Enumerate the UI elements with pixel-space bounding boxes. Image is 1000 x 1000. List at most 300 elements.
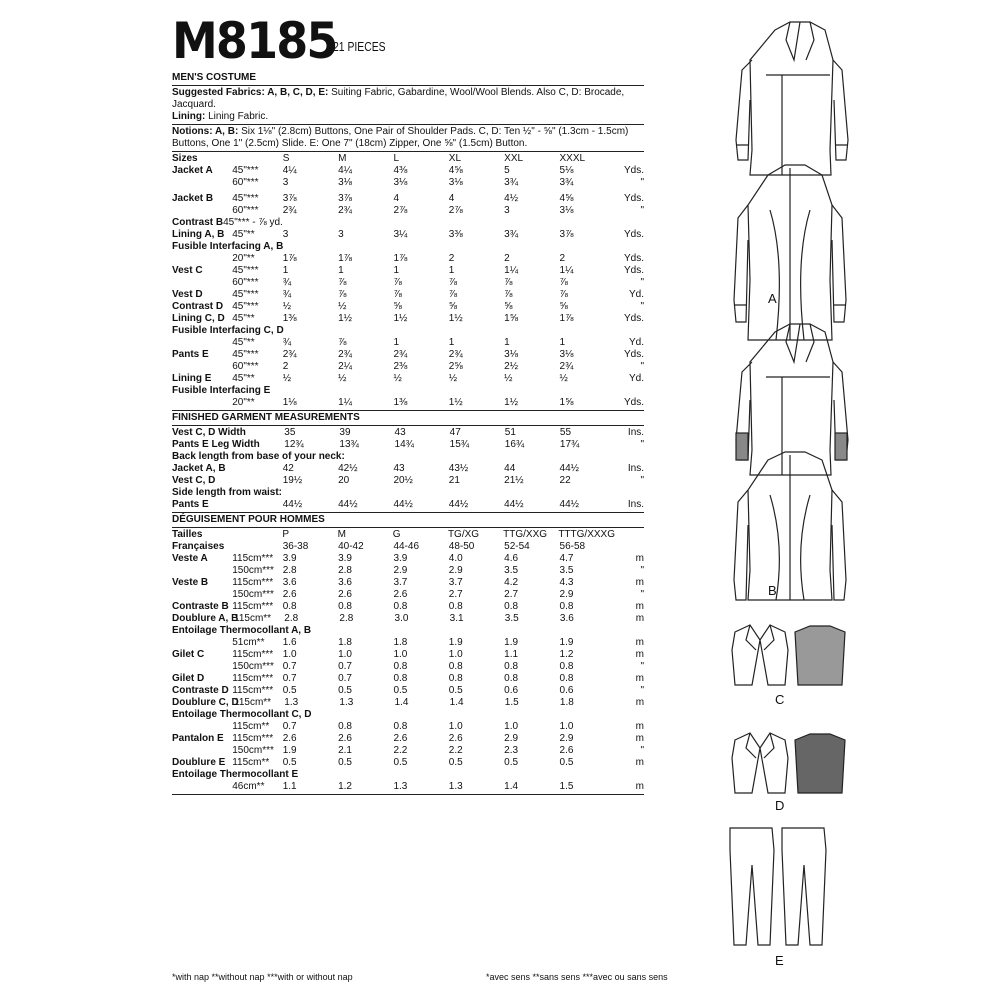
table-cell: 115cm*** [232, 733, 274, 744]
table-cell: 36-38 [282, 541, 309, 552]
table-cell: XXXL [559, 153, 586, 164]
unit-cell: m [635, 601, 645, 612]
table-row [172, 313, 644, 325]
table-cell: 1.0 [282, 649, 297, 660]
table-cell: 3¾ [559, 177, 574, 188]
row-label: Veste A [172, 553, 208, 564]
table-cell: ½ [338, 301, 347, 312]
table-cell: 35 [284, 427, 296, 438]
table-row [172, 781, 644, 793]
table-cell: ¾ [282, 289, 292, 300]
table-cell: ⅞ [338, 337, 347, 348]
table-cell: 150cm*** [232, 745, 274, 756]
view-label-a: A [768, 291, 777, 306]
footnote-french: *avec sens **sans sens ***avec ou sans sens [486, 972, 668, 982]
row-label: Pants E Leg Width [172, 439, 260, 450]
unit-cell: " [640, 745, 645, 756]
table-row [172, 577, 644, 589]
row-label: Contrast B [172, 217, 224, 228]
table-cell: 5⅛ [559, 165, 574, 176]
table-cell: 2.1 [338, 745, 352, 756]
table-row [172, 193, 644, 205]
table-cell: 1.1 [504, 649, 519, 660]
table-row [172, 277, 644, 289]
unit-cell: " [640, 589, 645, 600]
row-label: Vest C, D [172, 475, 216, 486]
table-cell: 51cm** [232, 637, 265, 648]
table-cell: 22 [559, 475, 571, 486]
fabrics-text: Suiting Fabric, Gabardine, Wool/Wool Blends. Also C, D: Brocade, Jacquard. [172, 87, 625, 110]
divider [172, 794, 644, 795]
table-cell: 44 [504, 463, 516, 474]
table-subheading: Side length from waist: [172, 487, 283, 498]
table-cell: TTG/XXG [503, 529, 548, 540]
unit-cell: Yds. [624, 313, 645, 324]
table-cell: 44½ [448, 499, 469, 510]
table-row [172, 165, 644, 177]
table-cell: 43 [394, 427, 406, 438]
table-cell: 3.0 [394, 613, 409, 624]
unit-cell: Yds. [624, 349, 645, 360]
lining-text: Lining Fabric. [205, 111, 269, 122]
table-row [172, 661, 644, 673]
table-cell: 0.7 [282, 673, 297, 684]
row-label: Veste B [172, 577, 209, 588]
table-cell: 3 [282, 229, 289, 240]
table-cell: 1.3 [284, 697, 299, 708]
table-cell: 1⅞ [282, 253, 297, 264]
table-cell: 2.8 [339, 613, 354, 624]
table-row [172, 541, 644, 553]
table-cell: 1.6 [282, 637, 297, 648]
table-cell: 1⅛ [282, 397, 297, 408]
table-row [172, 361, 644, 373]
table-cell: 2¾ [559, 361, 574, 372]
table-cell: 0.5 [393, 685, 408, 696]
garment-illustrations [690, 0, 1000, 1000]
table-cell: 1.5 [504, 697, 519, 708]
table-cell: ⅝ [448, 301, 458, 312]
measurements-title: FINISHED GARMENT MEASUREMENTS [172, 412, 360, 423]
table-cell: 20 [338, 475, 350, 486]
table-cell: 45"*** [232, 301, 259, 312]
unit-cell: " [640, 439, 645, 450]
unit-cell: m [635, 721, 645, 732]
table-subheading: Fusible Interfacing C, D [172, 325, 284, 336]
divider [172, 527, 644, 528]
table-cell: 0.5 [504, 757, 519, 768]
table-cell: 4¼ [282, 165, 297, 176]
table-cell: 4¼ [338, 165, 352, 176]
table-cell: ⅝ [504, 301, 513, 312]
table-cell: M [338, 153, 347, 164]
table-cell: 2¾ [448, 349, 463, 360]
table-row [172, 589, 644, 601]
table-cell: 0.8 [393, 673, 408, 684]
row-label: Doublure A, B [172, 613, 239, 624]
row-label: Gilet C [172, 649, 205, 660]
pattern-number: M8185 [172, 12, 337, 70]
row-label: Pants E [172, 499, 209, 510]
table-cell: 39 [339, 427, 351, 438]
unit-cell: " [640, 301, 645, 312]
unit-cell: m [635, 613, 645, 624]
table-cell: 15¾ [449, 439, 470, 450]
table-row [172, 673, 644, 685]
table-cell: 55 [559, 427, 572, 438]
table-cell: 0.7 [338, 661, 352, 672]
table-cell: 2.6 [338, 589, 352, 600]
table-cell: 2.9 [559, 589, 574, 600]
unit-cell: m [635, 577, 645, 588]
yardage-table [172, 153, 644, 409]
table-cell: 4 [393, 193, 399, 204]
table-cell: 2⅜ [393, 361, 408, 372]
table-row [172, 153, 644, 165]
table-cell: 115cm*** [232, 577, 274, 588]
table-cell: L [393, 153, 399, 164]
notions [172, 126, 644, 150]
table-cell: 4.7 [559, 553, 574, 564]
row-label: Lining C, D [172, 313, 225, 324]
table-cell: 3 [338, 229, 344, 240]
table-cell: ⅞ [338, 289, 347, 300]
table-cell: 45"** [232, 229, 255, 240]
table-cell: 2.6 [448, 733, 463, 744]
table-cell: 0.8 [393, 601, 408, 612]
table-cell: 2 [559, 253, 566, 264]
table-cell: 1⅞ [559, 313, 574, 324]
french-title: DÉGUISEMENT POUR HOMMES [172, 514, 325, 525]
table-cell: 0.8 [448, 601, 463, 612]
table-row [172, 397, 644, 409]
table-cell: 1.9 [448, 637, 463, 648]
table-cell: 47 [449, 427, 461, 438]
table-cell: 1.0 [338, 649, 352, 660]
table-row [172, 745, 644, 757]
table-cell: TTTG/XXXG [558, 529, 615, 540]
unit-cell: Yds. [624, 165, 645, 176]
table-cell: 1.9 [282, 745, 297, 756]
garment-title: MEN'S COSTUME [172, 72, 257, 83]
table-cell: 4⅜ [393, 165, 408, 176]
pants-e-illustration [730, 828, 826, 945]
table-cell: 2.9 [393, 565, 408, 576]
table-cell: 20½ [393, 475, 413, 486]
table-cell: 4.0 [448, 553, 463, 564]
table-cell: 0.8 [504, 661, 519, 672]
coat-back-contrast-illustration [734, 452, 846, 600]
table-cell: 4.3 [559, 577, 574, 588]
table-cell: 3.5 [504, 613, 519, 624]
table-cell: 1⅝ [559, 397, 574, 408]
table-cell: 44½ [504, 499, 524, 510]
table-cell: M [337, 529, 346, 540]
unit-cell: " [640, 661, 645, 672]
table-cell: 60"*** [232, 361, 259, 372]
unit-cell: Ins. [627, 499, 645, 510]
table-cell: 1.1 [282, 781, 297, 792]
unit-cell: Yds. [624, 229, 645, 240]
table-cell: 52-54 [504, 541, 530, 552]
measurements-table [172, 427, 644, 511]
table-cell: ½ [282, 301, 292, 312]
divider [172, 410, 644, 411]
table-cell: G [392, 529, 401, 540]
table-row [172, 289, 644, 301]
unit-cell: m [635, 733, 645, 744]
table-row [172, 475, 644, 487]
view-label-b: B [768, 583, 777, 598]
table-cell: 45"** [232, 313, 255, 324]
table-cell: 4 [448, 193, 455, 204]
unit-cell: " [640, 565, 645, 576]
table-cell: 3.6 [559, 613, 574, 624]
table-cell: 1½ [338, 313, 352, 324]
table-cell: 1.9 [504, 637, 519, 648]
table-cell: 2.6 [393, 589, 408, 600]
table-cell: 1 [504, 337, 510, 348]
table-cell: ½ [282, 373, 292, 384]
table-cell: 45"*** [232, 165, 259, 176]
table-cell: ½ [504, 373, 513, 384]
table-cell: 0.8 [282, 601, 297, 612]
table-cell: ⅞ [393, 289, 402, 300]
table-row [172, 217, 644, 229]
table-row [172, 253, 644, 265]
table-cell: 115cm*** [232, 685, 274, 696]
table-row [172, 757, 644, 769]
table-cell: 60"*** [232, 205, 259, 216]
table-cell: 45"** [232, 373, 255, 384]
table-cell: 3⅞ [282, 193, 297, 204]
table-cell: ½ [448, 373, 458, 384]
table-cell: 14¾ [394, 439, 414, 450]
table-cell: 0.8 [393, 721, 408, 732]
row-label: Pantalon E [172, 733, 224, 744]
unit-cell: Yds. [624, 193, 645, 204]
divider [172, 151, 644, 152]
unit-cell: Ins. [627, 427, 645, 438]
divider [172, 425, 644, 426]
table-cell: XXL [504, 153, 524, 164]
row-label: Contraste B [172, 601, 229, 612]
table-cell: 1½ [393, 313, 408, 324]
table-cell: 3.1 [449, 613, 464, 624]
table-cell: 4⅝ [559, 193, 574, 204]
row-label: Contraste D [172, 685, 229, 696]
table-row [172, 439, 644, 451]
table-cell: 2⅞ [448, 205, 463, 216]
table-cell: 1⅜ [282, 313, 297, 324]
table-cell: 2.9 [504, 733, 519, 744]
table-cell: 60"*** [232, 277, 259, 288]
table-cell: 43½ [448, 463, 469, 474]
divider [172, 85, 644, 86]
table-cell: 150cm*** [232, 565, 274, 576]
table-cell: 43 [393, 463, 405, 474]
row-label: Contrast D [172, 301, 224, 312]
table-cell: 2⅞ [393, 205, 408, 216]
table-cell: 1.0 [504, 721, 519, 732]
table-cell: 42½ [338, 463, 358, 474]
table-cell: 1 [448, 337, 455, 348]
table-cell: 1.4 [504, 781, 519, 792]
table-cell: 2.9 [559, 733, 574, 744]
table-cell: 56-58 [559, 541, 586, 552]
table-cell: 1.4 [394, 697, 409, 708]
unit-cell: m [635, 697, 645, 708]
unit-cell: Yd. [629, 337, 645, 348]
table-cell: 2.7 [448, 589, 463, 600]
table-subheading: Entoilage Thermocollant A, B [172, 625, 312, 636]
table-cell: 115cm** [234, 613, 272, 624]
table-row [172, 601, 644, 613]
table-cell: 1 [448, 265, 455, 276]
table-cell: 1.2 [338, 781, 352, 792]
pieces-count: 21 PIECES [333, 39, 386, 54]
fabrics-label: Suggested Fabrics: A, B, C, D, E: [172, 87, 329, 98]
table-cell: ⅞ [448, 289, 458, 300]
table-cell: 1.3 [339, 697, 354, 708]
table-cell: 2¾ [282, 205, 297, 216]
table-cell: 0.8 [338, 721, 352, 732]
table-row [172, 685, 644, 697]
header [172, 12, 351, 70]
divider [172, 512, 644, 513]
table-cell: ⅞ [448, 277, 458, 288]
table-cell: 3.6 [338, 577, 352, 588]
table-row [172, 499, 644, 511]
table-cell: 3⅞ [559, 229, 574, 240]
table-cell: ⅞ [393, 277, 402, 288]
table-row [172, 229, 644, 241]
table-cell: P [282, 529, 290, 540]
table-cell: 0.7 [338, 673, 352, 684]
row-label: Françaises [172, 541, 225, 552]
table-cell: ⅞ [559, 277, 568, 288]
table-cell: 0.5 [448, 685, 463, 696]
table-cell: 3.7 [393, 577, 408, 588]
divider [172, 124, 644, 125]
table-cell: 3.9 [393, 553, 408, 564]
table-cell: 1⅝ [504, 313, 519, 324]
row-label: Gilet D [172, 673, 205, 684]
table-cell: 2¼ [338, 361, 352, 372]
table-cell: 19½ [282, 475, 303, 486]
table-cell: ⅞ [504, 277, 513, 288]
unit-cell: Yds. [624, 397, 645, 408]
table-subheading: Entoilage Thermocollant C, D [172, 709, 312, 720]
table-cell: 0.6 [504, 685, 519, 696]
table-row [172, 529, 644, 541]
table-cell: 3⅜ [448, 229, 463, 240]
table-cell: 2½ [504, 361, 519, 372]
table-row [172, 649, 644, 661]
table-cell: 1.0 [559, 721, 574, 732]
row-label: Pants E [172, 349, 209, 360]
table-cell: 2.9 [448, 565, 463, 576]
table-cell: ½ [559, 373, 568, 384]
row-label: Jacket B [172, 193, 214, 204]
table-cell: 115cm** [234, 697, 272, 708]
unit-cell: m [635, 637, 645, 648]
table-cell: 1.3 [448, 781, 463, 792]
table-cell: ⅞ [338, 277, 347, 288]
unit-cell: m [635, 757, 645, 768]
table-cell: 51 [504, 427, 516, 438]
table-cell: 4.2 [504, 577, 519, 588]
table-cell: 0.5 [559, 757, 574, 768]
unit-cell: Ins. [627, 463, 645, 474]
table-cell: 115cm*** [232, 673, 274, 684]
table-cell: 21 [448, 475, 460, 486]
table-cell: S [282, 153, 290, 164]
table-cell: 1 [338, 265, 344, 276]
unit-cell: " [640, 177, 645, 188]
french-yardage-table [172, 529, 644, 793]
table-cell: ⅞ [504, 289, 513, 300]
table-cell: 115cm** [232, 757, 270, 768]
table-subheading: Fusible Interfacing E [172, 385, 271, 396]
table-cell: 3.5 [504, 565, 519, 576]
table-cell: 115cm*** [232, 601, 274, 612]
lining-info [172, 111, 644, 123]
table-cell: 1 [282, 265, 289, 276]
table-cell: 1.8 [338, 637, 352, 648]
unit-cell: m [635, 553, 645, 564]
table-cell: 1.2 [559, 649, 574, 660]
table-cell: 2 [282, 361, 289, 372]
table-cell: 1¼ [338, 397, 352, 408]
table-cell: 2.6 [338, 733, 352, 744]
table-row [172, 177, 644, 189]
table-cell: 48-50 [448, 541, 475, 552]
table-cell: 2.6 [282, 733, 297, 744]
table-cell: 0.8 [559, 601, 574, 612]
table-cell: 3⅛ [559, 349, 574, 360]
unit-cell: m [635, 649, 645, 660]
unit-cell: " [640, 685, 645, 696]
table-cell: 0.5 [338, 757, 352, 768]
table-row [172, 265, 644, 277]
table-cell: 115cm*** [232, 649, 274, 660]
row-label: Lining E [172, 373, 212, 384]
table-cell: 2 [448, 253, 455, 264]
unit-cell: Yd. [629, 373, 645, 384]
table-cell: 150cm*** [232, 661, 274, 672]
notions-text: Six 1⅛" (2.8cm) Buttons, One Pair of Shoulder Pads. C, D: Ten ½" - ⅝" (1.3cm - 1.5cm) Buttons, One 1" (2.5cm) Slide. E: One 7" (18cm) Zipper, One ⅝" (1.5cm) Button. [172, 126, 629, 149]
table-row [172, 553, 644, 565]
unit-cell: Yds. [624, 265, 645, 276]
unit-cell: Yd. [629, 289, 645, 300]
table-cell: 0.8 [504, 673, 519, 684]
table-cell: 42 [282, 463, 294, 474]
table-cell: 1.5 [559, 781, 574, 792]
table-cell: 2.8 [282, 565, 297, 576]
unit-cell: Yds. [624, 253, 645, 264]
notions-label: Notions: A, B: [172, 126, 239, 137]
table-cell: 45"*** [232, 193, 259, 204]
table-cell: 3¾ [504, 229, 519, 240]
table-cell: 0.8 [559, 673, 574, 684]
table-cell: 0.8 [393, 661, 408, 672]
table-cell: ⅝ [393, 301, 402, 312]
table-cell: 45"*** [232, 265, 259, 276]
table-cell: 2.3 [504, 745, 519, 756]
table-cell: TG/XG [447, 529, 480, 540]
row-label: Jacket A [172, 165, 213, 176]
